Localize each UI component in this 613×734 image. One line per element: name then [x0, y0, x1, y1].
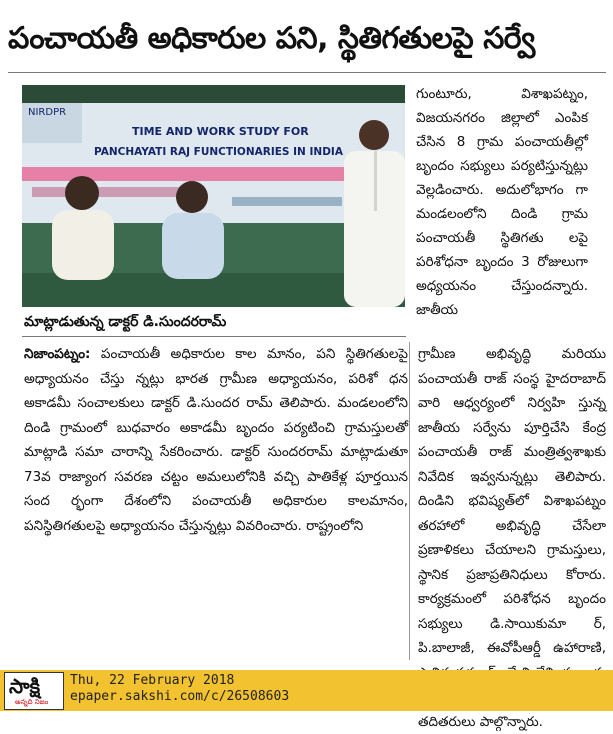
- sakshi-logo: [4, 672, 64, 710]
- banner-logo-text: NIRDPR: [28, 107, 67, 118]
- edition-date: Thu, 22 February 2018: [70, 673, 235, 688]
- banner-title-line1: TIME AND WORK STUDY FOR: [132, 125, 309, 138]
- left-column-text: పంచాయతీ అధికారుల కాల మానం, పని స్థితిగతులపై అధ్యాయనం చేస్తు న్నట్లు భారత గ్రామీణ అధ్యాయనం, పరిశో ధన అకాడమీ సంచాలకులు డాక్టర్ డి.సుందర రామ్ తెలిపారు. మండలంలోని దిండి గ్రామంలో బుధవారం అకాడమీ బృందం పర్యటించి గ్రామస్తులతో మాట్లాడి సమా చారాన్ని సేకరించారు. డాక్టర్ సుందరరామ్ మాట్లాడుతూ 73వ రాజ్యాంగ సవరణ చట్టం అమలులోనికి వచ్చి పాతికేళ్ల పూర్తయిన సంద ర్భంగా దేశంలోని పంచాయతీ అధికారుల కాలమానం, పనిస్థితిగతులపై అధ్యాయనం చేస్తున్నట్లు వివరించారు. రాష్ట్రంలోని: [24, 346, 408, 534]
- logo-wordmark: సాక్షి: [9, 674, 41, 698]
- caption-divider: [22, 336, 406, 337]
- headline-divider: [8, 72, 606, 73]
- column-divider: [409, 342, 410, 660]
- banner-title-line2: PANCHAYATI RAJ FUNCTIONARIES IN INDIA: [94, 146, 343, 158]
- left-column: [24, 342, 408, 660]
- photo-illustration: [22, 85, 405, 307]
- logo-tagline: అన్నది నిజం: [15, 698, 49, 706]
- photo-caption: మాట్లాడుతున్న డాక్టర్ డి.సుందరరామ్: [24, 314, 227, 330]
- dateline: నిజాంపట్నం:: [24, 346, 91, 362]
- middle-column-text: గ్రామీణ అభివృద్ధి మరియు పంచాయతీ రాజ్ సంస్థ హైదరాబాద్ వారి ఆధ్వర్యంలో నిర్వహి స్తున్న జాతీయ సర్వేను పూర్తిచేసి కేంద్ర పంచాయతీ రాజ్ మంత్రిత్వశాఖకు నివేదిక ఇవ్వనున్నట్లు తెలిపారు. దిండిని భవిష్యత్‌లో విశాఖపట్నం తరహాలో అభివృద్ధి చేసేలా ప్రణాళికలు చేయాలని గ్రామస్తులు, స్థానిక ప్రజాప్రతినిధులు కోరారు. కార్యక్రమంలో పరిశోధన బృందం సభ్యులు డి.సాయికుమా ర్, పి.బాలాజీ, ఈవోపీఆర్డీ ఉహారాణి, తదితరులు పాల్గొన్నారు.: [418, 346, 606, 730]
- epaper-link[interactable]: epaper.sakshi.com/c/26508603: [70, 689, 290, 704]
- right-column-text: గుంటూరు, విశాఖపట్నం, విజయనగరం జిల్లాలో ఎంపిక చేసిన 8 గ్రామ పంచాయతీల్లో బృందం సభ్యులు పర్యటిస్తున్నట్లు వెల్లడించారు. అదులోభాగం గా మండలంలోని దిండి గ్రామ పంచాయతీ స్థితిగతు లపై పరిశోధనా బృందం 3 రోజులుగా అధ్యయనం చేస్తుందన్నారు. జాతీయ: [416, 86, 588, 318]
- headline: పంచాయతీ అధికారుల పని, స్థితిగతులపై సర్వే: [8, 21, 535, 56]
- article-photo: [22, 85, 405, 307]
